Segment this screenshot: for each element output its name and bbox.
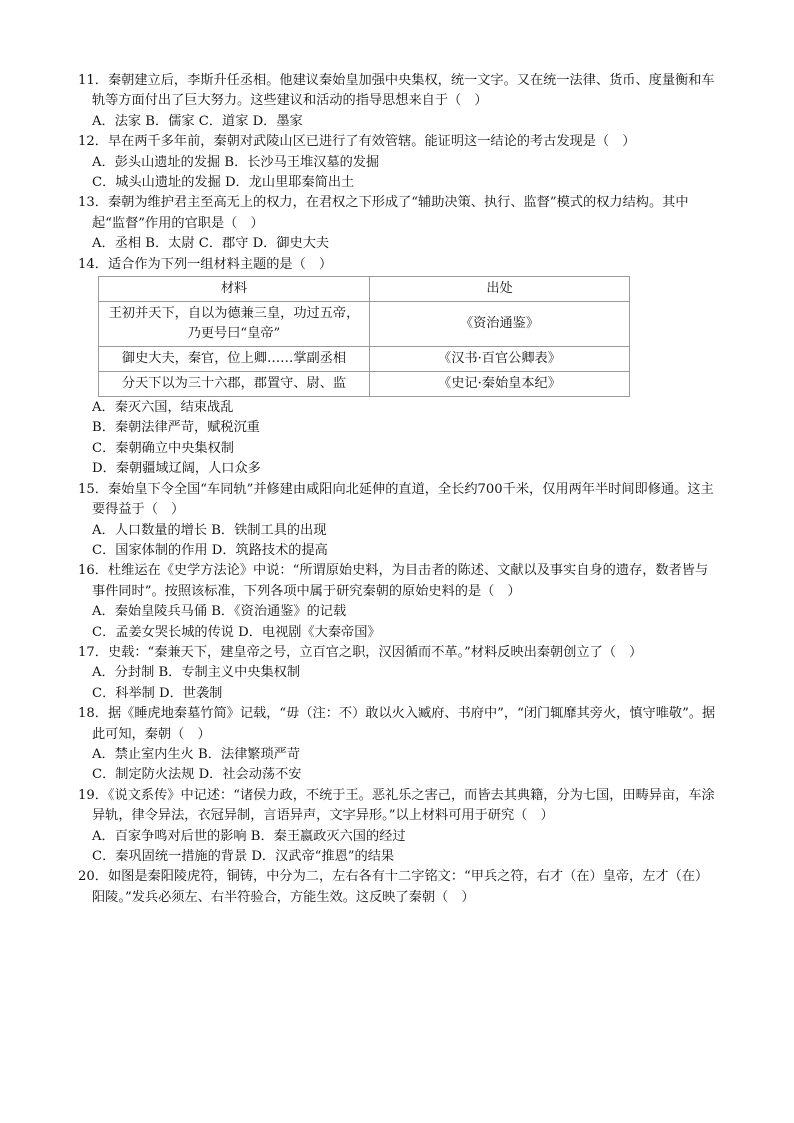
answer-options: A．人口数量的增长 B．铁制工具的出现	[92, 522, 327, 538]
question-stem: 12．早在两千多年前，秦朝对武陵山区已进行了有效管辖。能证明这一结论的考古发现是（ ）	[78, 134, 636, 150]
answer-options: C．城头山遗址的发掘 D．龙山里耶秦简出土	[92, 175, 355, 191]
material-table	[98, 276, 630, 397]
answer-options: C．秦巩固统一措施的背景 D．汉武帝“推恩”的结果	[92, 849, 395, 864]
answer-options: C．国家体制的作用 D．筑路技术的提高	[92, 542, 328, 558]
table-row	[99, 347, 630, 372]
question-stem: 13．秦朝为维护君主至高无上的权力，在君权之下形成了“辅助决策、执行、监督”模式的权力结构。其中起“监督”作用的官职是（ ）	[78, 195, 689, 231]
source-cell: 《汉书·百官公卿表》	[370, 347, 630, 372]
answer-options: C．孟姜女哭长城的传说 D．电视剧《大秦帝国》	[92, 624, 381, 640]
answer-options: C．秦朝确立中央集权制	[92, 440, 234, 456]
answer-options: A．秦始皇陵兵马俑 B．《资治通鉴》的记载	[92, 604, 347, 620]
answer-options: D．秦朝疆域辽阔，人口众多	[92, 461, 261, 477]
question-11	[78, 71, 718, 132]
table-row	[99, 372, 630, 397]
question-list	[78, 71, 718, 908]
answer-options: A．百家争鸣对后世的影响 B．秦王嬴政灭六国的经过	[92, 828, 406, 844]
question-stem: 19．《说文系传》中记述：“诸侯力政，不统于王。恶礼乐之害己，而皆去其典籍，分为七国，田畴异亩，车涂异轨，律令异法，衣冠异制，言语异声，文字异形。”以上材料可用于研究（ ）	[78, 787, 715, 824]
question-12	[78, 132, 718, 193]
question-20	[78, 867, 718, 908]
source-cell: 《史记·秦始皇本纪》	[370, 372, 630, 397]
question-stem: 14．适合作为下列一组材料主题的是（ ）	[78, 256, 333, 272]
table-header-cell: 材料	[99, 277, 370, 302]
question-15	[78, 480, 718, 562]
material-cell: 分天下以为三十六郡，郡置守、尉、监	[99, 372, 370, 397]
question-stem: 11．秦朝建立后，李斯升任丞相。他建议秦始皇加强中央集权，统一文字。又在统一法律、货币、度量衡和车轨等方面付出了巨大努力。这些建议和活动的指导思想来自于（ ）	[78, 73, 715, 109]
question-stem: 15．秦始皇下令全国“车同轨”并修建由咸阳向北延伸的直道，全长约700千米，仅用两年半时间即修通。这主要得益于（ ）	[78, 481, 714, 518]
material-cell: 御史大夫，秦官，位上卿……掌副丞相	[99, 347, 370, 372]
answer-options: A．法家 B．儒家 C．道家 D．墨家	[92, 113, 303, 129]
question-stem: 17．史载：“秦兼天下，建皇帝之号，立百官之职，汉因循而不革。”材料反映出秦朝创立了（ ）	[78, 644, 643, 660]
material-cell: 王初并天下，自以为德兼三皇，功过五帝，乃更号曰“皇帝”	[99, 302, 370, 347]
table-header-row	[99, 277, 630, 302]
answer-options: A．彭头山遗址的发掘 B．长沙马王堆汉墓的发掘	[92, 154, 380, 170]
question-13	[78, 193, 718, 254]
answer-options: C．制定防火法规 D．社会动荡不安	[92, 767, 302, 783]
table-row	[99, 302, 630, 347]
question-stem: 20．如图是秦阳陵虎符，铜铸，中分为二，左右各有十二字铭文：“甲兵之符，右才（在）皇帝，左才（在）阳陵。”发兵必须左、右半符验合，方能生效。这反映了秦朝（ ）	[78, 869, 709, 905]
question-19	[78, 786, 718, 868]
answer-options: A．禁止室内生火 B．法律繁琐严苛	[92, 746, 301, 762]
answer-options: A．秦灭六国，结束战乱	[92, 400, 234, 416]
answer-options: A．丞相 B．太尉 C．郡守 D．御史大夫	[92, 236, 330, 252]
question-18	[78, 704, 718, 786]
question-17	[78, 643, 718, 704]
question-stem: 18．据《睡虎地秦墓竹简》记载，“毋（注：不）敢以火入臧府、书府中”，“闭门辄靡其旁火，慎守唯敬”。据此可知，秦朝（ ）	[78, 706, 716, 742]
answer-options: A．分封制 B．专制主义中央集权制	[92, 665, 301, 681]
question-14	[78, 255, 718, 480]
answer-options: B．秦朝法律严苛，赋税沉重	[92, 420, 260, 436]
question-stem: 16．杜维运在《史学方法论》中说：“所谓原始史料，为目击者的陈述、文献以及事实自身的遗存，数者皆与事件同时”。按照该标准，下列各项中属于研究秦朝的原始史料的是（ ）	[78, 563, 709, 599]
answer-options: C．科举制 D．世袭制	[92, 685, 223, 701]
table-header-cell: 出处	[370, 277, 630, 302]
question-16	[78, 561, 718, 643]
source-cell: 《资治通鉴》	[370, 302, 630, 347]
